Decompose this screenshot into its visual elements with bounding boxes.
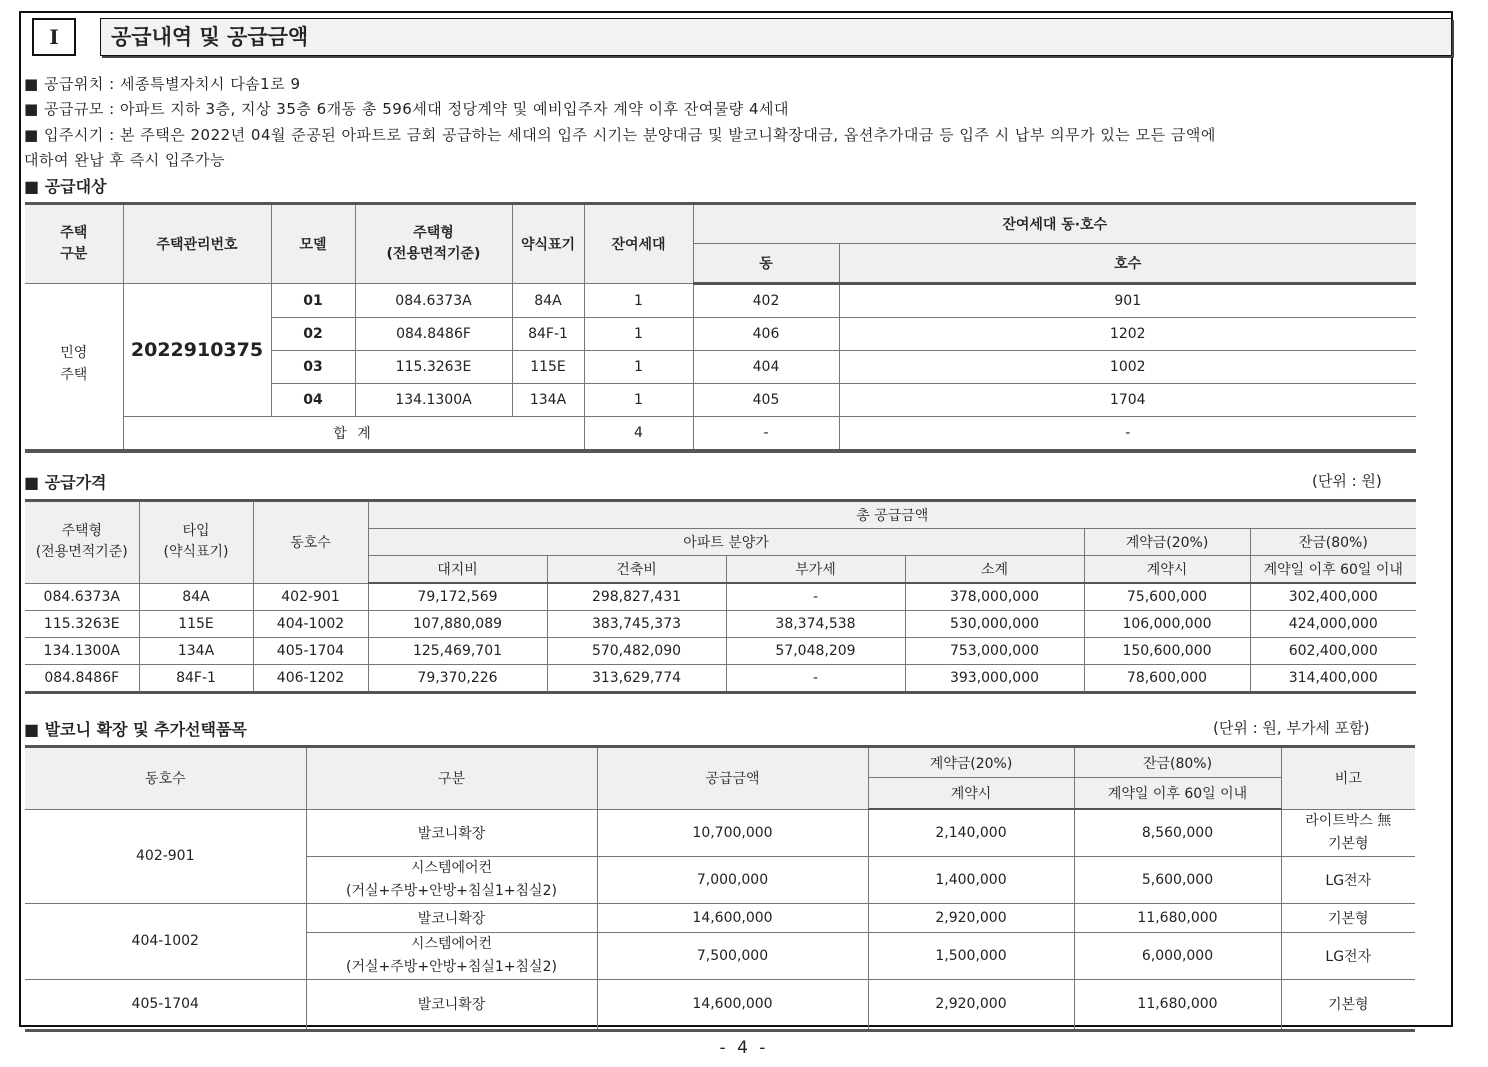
note-cell: LG전자 [1281, 932, 1415, 979]
col-header-build: 건축비 [547, 556, 726, 584]
col-header-tipe: 타입 (약식표기) [139, 501, 253, 584]
amount-cell: 14,600,000 [597, 903, 868, 932]
subtotal-cell: 393,000,000 [905, 665, 1084, 693]
vat-cell: 57,048,209 [726, 638, 905, 665]
col-header-balance-when: 계약일 이후 60일 이내 [1074, 778, 1281, 810]
deposit-cell: 75,600,000 [1084, 583, 1250, 611]
count-cell: 1 [584, 351, 693, 384]
col-header-model: 모델 [271, 204, 355, 284]
deposit-cell: 2,920,000 [868, 903, 1074, 932]
col-header-unit-no: 동호수 [253, 501, 368, 584]
balcony-heading: ■ 발코니 확장 및 추가선택품목 [24, 720, 247, 739]
col-header-deposit-when: 계약시 [868, 778, 1074, 810]
balance-cell: 11,680,000 [1074, 979, 1281, 1030]
balance-cell: 314,400,000 [1250, 665, 1416, 693]
amount-cell: 7,500,000 [597, 932, 868, 979]
abbr-cell: 84F-1 [512, 318, 584, 351]
col-header-type: 주택 구분 [25, 204, 123, 284]
table-row [25, 583, 1416, 611]
type-cell: 084.6373A [25, 583, 139, 611]
col-header-category: 구분 [306, 747, 597, 810]
col-header-unit-no: 동호수 [25, 747, 306, 810]
col-header-remaining-units: 잔여세대 동·호수 [693, 204, 1416, 244]
note-cell: LG전자 [1281, 856, 1415, 903]
col-header-deposit-when: 계약시 [1084, 556, 1250, 584]
balcony-option-table [25, 745, 1415, 1032]
col-header-ho: 호수 [839, 244, 1416, 284]
col-header-note: 비고 [1281, 747, 1415, 810]
model-cell: 02 [271, 318, 355, 351]
table-row [25, 611, 1416, 638]
balcony-unit: (단위 : 원, 부가세 포함) [1213, 719, 1370, 737]
unit-cell: 406-1202 [253, 665, 368, 693]
section-title: 공급내역 및 공급금액 [100, 18, 1452, 56]
deposit-cell: 2,140,000 [868, 809, 1074, 856]
col-header-type: 주택형 (전용면적기준) [25, 501, 139, 584]
land-cell: 79,172,569 [368, 583, 547, 611]
supply-target-table [25, 202, 1416, 453]
balance-cell: 424,000,000 [1250, 611, 1416, 638]
count-cell: 1 [584, 284, 693, 318]
note-cell: 기본형 [1281, 979, 1415, 1030]
col-header-amount: 공급금액 [597, 747, 868, 810]
info-scale: ■ 공급규모 : 아파트 지하 3층, 지상 35층 6개동 총 596세대 정당계약 및 예비입주자 계약 이후 잔여물량 4세대 [24, 100, 790, 118]
deposit-cell: 2,920,000 [868, 979, 1074, 1030]
page-number: - 4 - [719, 1038, 769, 1058]
col-header-subtotal: 소계 [905, 556, 1084, 584]
deposit-cell: 1,400,000 [868, 856, 1074, 903]
balance-cell: 6,000,000 [1074, 932, 1281, 979]
total-ho: - [839, 417, 1416, 452]
type-cell: 134.1300A [25, 638, 139, 665]
table-row [25, 903, 1415, 932]
land-cell: 107,880,089 [368, 611, 547, 638]
balance-cell: 302,400,000 [1250, 583, 1416, 611]
dong-cell: 405 [693, 384, 839, 417]
deposit-cell: 1,500,000 [868, 932, 1074, 979]
col-header-land: 대지비 [368, 556, 547, 584]
model-cell: 01 [271, 284, 355, 318]
dong-cell: 402 [693, 284, 839, 318]
abbr-cell: 134A [512, 384, 584, 417]
col-header-balance: 잔금(80%) [1074, 747, 1281, 778]
ho-cell: 1002 [839, 351, 1416, 384]
count-cell: 1 [584, 318, 693, 351]
type-cell: 084.8486F [25, 665, 139, 693]
housing-type-cell: 134.1300A [355, 384, 512, 417]
abbr-cell: 84A [139, 583, 253, 611]
section-number: I [32, 18, 76, 56]
col-header-deposit: 계약금(20%) [1084, 529, 1250, 556]
ho-cell: 1704 [839, 384, 1416, 417]
deposit-cell: 150,600,000 [1084, 638, 1250, 665]
dong-cell: 404 [693, 351, 839, 384]
col-header-abbr: 약식표기 [512, 204, 584, 284]
unit-cell: 404-1002 [25, 903, 306, 979]
category-cell: 발코니확장 [306, 809, 597, 856]
category-cell: 발코니확장 [306, 979, 597, 1030]
vat-cell: - [726, 583, 905, 611]
abbr-cell: 84A [512, 284, 584, 318]
model-cell: 04 [271, 384, 355, 417]
land-cell: 125,469,701 [368, 638, 547, 665]
table-row [25, 284, 1416, 318]
housing-type-cell: 084.6373A [355, 284, 512, 318]
vat-cell: - [726, 665, 905, 693]
table-row [25, 979, 1415, 1030]
housing-type-cell: 115.3263E [355, 351, 512, 384]
info-movein-cont: 대하여 완납 후 즉시 입주가능 [24, 151, 225, 169]
note-cell: 기본형 [1281, 903, 1415, 932]
category-cell: 발코니확장 [306, 903, 597, 932]
housing-type-cell: 084.8486F [355, 318, 512, 351]
balance-cell: 11,680,000 [1074, 903, 1281, 932]
col-header-apt-price: 아파트 분양가 [368, 529, 1084, 556]
vat-cell: 38,374,538 [726, 611, 905, 638]
balance-cell: 602,400,000 [1250, 638, 1416, 665]
build-cell: 570,482,090 [547, 638, 726, 665]
price-unit: (단위 : 원) [1312, 472, 1382, 490]
balance-cell: 5,600,000 [1074, 856, 1281, 903]
abbr-cell: 115E [512, 351, 584, 384]
build-cell: 313,629,774 [547, 665, 726, 693]
subtotal-cell: 753,000,000 [905, 638, 1084, 665]
land-cell: 79,370,226 [368, 665, 547, 693]
abbr-cell: 84F-1 [139, 665, 253, 693]
ho-cell: 901 [839, 284, 1416, 318]
price-heading: ■ 공급가격 [24, 473, 107, 492]
info-location: ■ 공급위치 : 세종특별자치시 다솜1로 9 [24, 75, 301, 93]
amount-cell: 7,000,000 [597, 856, 868, 903]
info-movein: ■ 입주시기 : 본 주택은 2022년 04월 준공된 아파트로 금회 공급하는 세대의 입주 시기는 분양대금 및 발코니확장대금, 옵션추가대금 등 입주 시 납부 의무가 있는 모든 금액에 [24, 126, 1216, 144]
balance-cell: 8,560,000 [1074, 809, 1281, 856]
note-cell: 라이트박스 無 기본형 [1281, 809, 1415, 856]
dong-cell: 406 [693, 318, 839, 351]
table-row [25, 665, 1416, 693]
type-cell: 115.3263E [25, 611, 139, 638]
total-dong: - [693, 417, 839, 452]
unit-cell: 405-1704 [25, 979, 306, 1030]
subtotal-cell: 378,000,000 [905, 583, 1084, 611]
category-cell: 시스템에어컨 (거실+주방+안방+침실1+침실2) [306, 856, 597, 903]
col-header-balance: 잔금(80%) [1250, 529, 1416, 556]
build-cell: 383,745,373 [547, 611, 726, 638]
total-label: 합 계 [123, 417, 584, 452]
col-header-housing-type: 주택형 (전용면적기준) [355, 204, 512, 284]
col-header-total: 총 공급금액 [368, 501, 1416, 529]
type-cell: 민영 주택 [25, 284, 123, 452]
amount-cell: 10,700,000 [597, 809, 868, 856]
col-header-balance-when: 계약일 이후 60일 이내 [1250, 556, 1416, 584]
model-cell: 03 [271, 351, 355, 384]
unit-cell: 405-1704 [253, 638, 368, 665]
subtotal-cell: 530,000,000 [905, 611, 1084, 638]
category-cell: 시스템에어컨 (거실+주방+안방+침실1+침실2) [306, 932, 597, 979]
table-row [25, 638, 1416, 665]
total-row [25, 417, 1416, 452]
unit-cell: 402-901 [253, 583, 368, 611]
abbr-cell: 115E [139, 611, 253, 638]
unit-cell: 402-901 [25, 809, 306, 903]
col-header-dong: 동 [693, 244, 839, 284]
amount-cell: 14,600,000 [597, 979, 868, 1030]
supply-price-table [25, 499, 1416, 694]
col-header-mgmt-no: 주택관리번호 [123, 204, 271, 284]
table-row [25, 809, 1415, 856]
build-cell: 298,827,431 [547, 583, 726, 611]
col-header-vat: 부가세 [726, 556, 905, 584]
col-header-deposit: 계약금(20%) [868, 747, 1074, 778]
deposit-cell: 106,000,000 [1084, 611, 1250, 638]
unit-cell: 404-1002 [253, 611, 368, 638]
ho-cell: 1202 [839, 318, 1416, 351]
abbr-cell: 134A [139, 638, 253, 665]
target-heading: ■ 공급대상 [24, 177, 107, 196]
col-header-remaining: 잔여세대 [584, 204, 693, 284]
mgmt-no-cell: 2022910375 [123, 284, 271, 417]
deposit-cell: 78,600,000 [1084, 665, 1250, 693]
count-cell: 1 [584, 384, 693, 417]
total-count: 4 [584, 417, 693, 452]
